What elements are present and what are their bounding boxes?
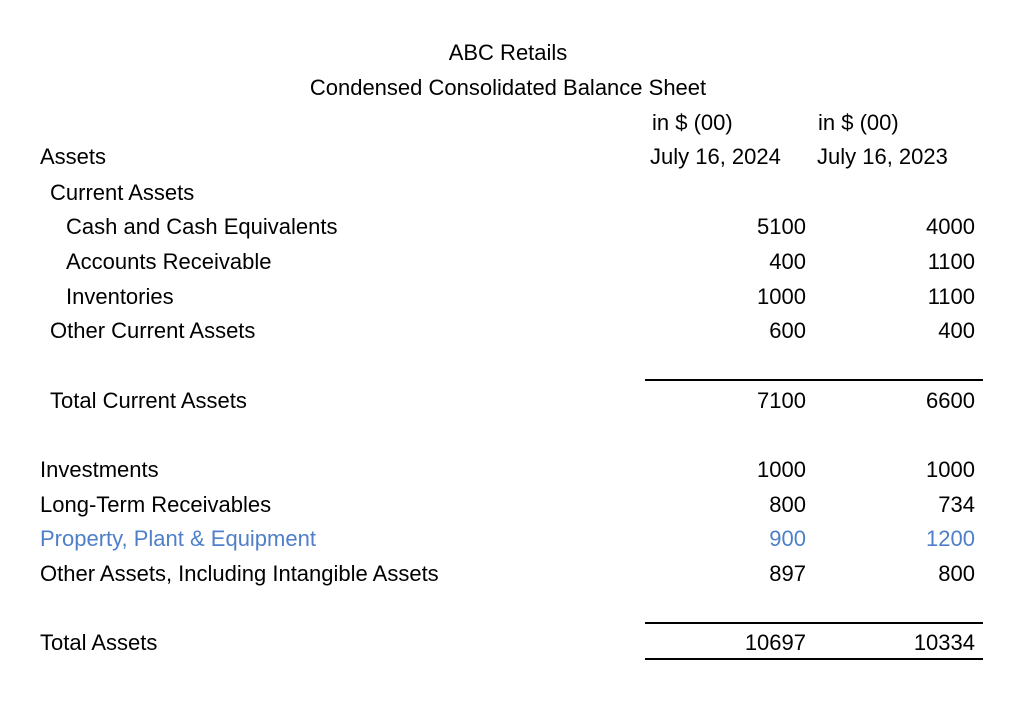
value-2023: 1000 <box>926 457 975 482</box>
column-date-2023: July 16, 2023 <box>817 144 948 169</box>
row-label: Total Current Assets <box>50 388 247 413</box>
bottom-rule <box>645 658 983 660</box>
row-label: Cash and Cash Equivalents <box>66 214 338 239</box>
row-label: Inventories <box>66 284 174 309</box>
value-2023: 800 <box>938 561 975 586</box>
column-unit-2024: in $ (00) <box>652 110 733 135</box>
column-date-2024: July 16, 2024 <box>650 144 781 169</box>
row-label: Accounts Receivable <box>66 249 272 274</box>
value-2024: 900 <box>769 526 806 551</box>
value-2023: 1100 <box>927 284 975 309</box>
section-label-assets: Assets <box>40 144 107 169</box>
value-2023: 400 <box>938 318 975 343</box>
value-2023: 10334 <box>913 630 975 655</box>
column-unit-2023: in $ (00) <box>818 110 899 135</box>
value-2024: 7100 <box>757 388 806 413</box>
row-label: Long-Term Receivables <box>40 492 272 517</box>
value-2024: 1000 <box>757 457 806 482</box>
report-title: ABC Retails <box>448 40 568 65</box>
total-rule <box>645 379 983 381</box>
row-label: Property, Plant & Equipment <box>40 526 316 551</box>
value-2024: 5100 <box>757 214 806 239</box>
row-label: Total Assets <box>40 630 158 655</box>
current-assets-label: Current Assets <box>50 180 195 205</box>
row-label: Other Assets, Including Intangible Assets <box>40 561 439 586</box>
report-subtitle: Condensed Consolidated Balance Sheet <box>309 75 707 100</box>
value-2023: 1100 <box>927 249 975 274</box>
value-2023: 6600 <box>926 388 975 413</box>
value-2024: 10697 <box>744 630 806 655</box>
value-2024: 600 <box>769 318 806 343</box>
value-2023: 4000 <box>926 214 975 239</box>
value-2024: 800 <box>769 492 806 517</box>
value-2024: 897 <box>769 561 806 586</box>
row-label: Other Current Assets <box>50 318 256 343</box>
value-2024: 400 <box>769 249 806 274</box>
value-2024: 1000 <box>757 284 806 309</box>
row-label: Investments <box>40 457 159 482</box>
value-2023: 734 <box>938 492 975 517</box>
total-rule <box>645 622 983 624</box>
value-2023: 1200 <box>926 526 975 551</box>
